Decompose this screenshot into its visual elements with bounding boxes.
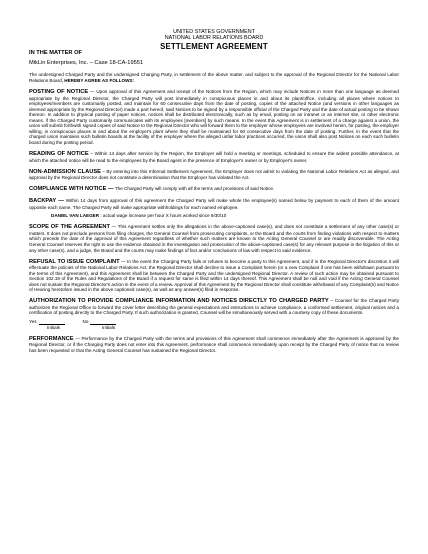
intro-agree: HEREBY AGREE AS FOLLOWS: bbox=[62, 77, 135, 83]
backpay-section bbox=[29, 198, 399, 210]
backpay-heading: BACKPAY — bbox=[29, 198, 64, 205]
document-header bbox=[29, 29, 399, 51]
refusal-section bbox=[29, 259, 399, 293]
authorization-heading: AUTHORIZATION TO PROVIDE COMPLIANCE INFORMATION AND NOTICES DIRECTLY TO CHARGED PARTY bbox=[29, 298, 329, 305]
authorization-text: – Counsel for the Charged Party authorizes the Regional Office to forward the cover letter describing the general expectations and instructions to achieve compliance, a conformed settlement, original notices and a certification of posting directly to the Charged Party. If such authorization is granted, Counsel will be simultaneously served with a courtesy copy of these documents. bbox=[29, 298, 399, 316]
refusal-text: — In the event the Charging Party fails or refuses to become a party to this Agreement, and if in the Regional Director's discretion it will effectuate the policies of the National Labor Relations Act, the Regional Director shall decline to issue a Complaint herein (or a new Complaint if one has been withdrawn pursuant to the terms of this Agreement), and this Agreement shall be between the Charged Party and the undersigned Regional Director. A review of such action may be obtained pursuant to Section 102.19 of the Rules and Regulations of the Board if a request for same is filed within 14 days thereof. This Agreement shall be null and void if the Acting General Counsel does not sustain the Regional Director's action in the event of a review. Approval of this Agreement by the Regional Director shall constitute withdrawal of any Complaint(s) and Notice of Hearing heretofore issued in the above captioned case(s), as well as any answer(s) filed in response. bbox=[29, 258, 399, 293]
compliance-text: The Charged Party will comply with all the terms and provisions of said Notice. bbox=[113, 186, 275, 192]
performance-section bbox=[29, 336, 399, 354]
scope-section bbox=[29, 224, 399, 253]
reading-section bbox=[29, 151, 399, 163]
case-line: MikLin Enterprises, Inc. – Case 18-CA-19551 bbox=[29, 60, 144, 67]
authorization-no-label: No bbox=[82, 318, 89, 324]
scope-text: — This Agreement settles only the allegations in the above-captioned case(s), and does not constitute a settlement of any other case(s) or matters. It does not preclude persons from filing charges, the General Counsel from prosecuting complaints, or the Board and the courts from finding violations with respect to matters which precede the date of the approval of this Agreement regardless of whether such matters are known to the Acting General Counsel or are readily discoverable. The Acting General Counsel reserves the right to use the evidence obtained in the investigation and prosecution of the above-captioned case(s) for any relevant purpose in the litigation of this or any other case(s), and a judge, the Board and the courts may make findings of fact and/or conclusions of law with respect to said evidence. bbox=[29, 224, 399, 253]
authorization-no-initials: Initials bbox=[102, 324, 116, 330]
matter-label: IN THE MATTER OF bbox=[29, 49, 82, 56]
header-board: NATIONAL LABOR RELATIONS BOARD bbox=[164, 35, 264, 42]
reading-heading: READING OF NOTICE bbox=[29, 150, 89, 157]
backpay-text: Within 14 days from approval of this agreement the Charged Party will make whole the employee(s) named below by payment to each of them of the amount opposite each name. The Charged Party will make appropriate withholdings for each named employee. bbox=[29, 198, 400, 210]
posting-heading: POSTING OF NOTICE bbox=[29, 88, 89, 95]
posting-section bbox=[29, 89, 399, 145]
authorization-yes-label: Yes bbox=[29, 318, 37, 324]
backpay-employee-name: DANIEL VAN LAEGER bbox=[51, 213, 100, 219]
authorization-initials-captions bbox=[29, 325, 399, 331]
authorization-yes-initials: Initials bbox=[47, 324, 61, 330]
authorization-section bbox=[29, 298, 399, 316]
non-admission-text: – By entering into this Informal Settlement Agreement, the Employer does not admit to violating the National Labor Relations Act as alleged, and approval by the Regional Director does not constitute a determination that the Employer has violated the Act. bbox=[29, 168, 399, 181]
compliance-heading: COMPLIANCE WITH NOTICE — bbox=[29, 186, 114, 193]
header-government: UNITED STATES GOVERNMENT bbox=[173, 29, 255, 35]
performance-heading: PERFORMANCE bbox=[29, 335, 74, 342]
backpay-employee-row bbox=[29, 213, 399, 219]
intro-paragraph bbox=[29, 72, 399, 83]
document-title: SETTLEMENT AGREEMENT bbox=[160, 41, 268, 51]
non-admission-section bbox=[29, 169, 399, 181]
backpay-employee-amount: : actual wage increase per hour X hours worked since 9/30/10 bbox=[99, 213, 227, 219]
refusal-heading: REFUSAL TO ISSUE COMPLAINT bbox=[29, 258, 120, 265]
performance-text: — Performance by the Charged Party with the terms and provisions of this Agreement shall commence immediately after the Agreement is approved by the Regional Director, or if the Charging Party does not enter into this Agreement, performance shall commence immediately upon receipt by the Charged Party of notice that no review has been requested or that the Acting General Counsel has sustained the Regional Director. bbox=[29, 335, 399, 353]
non-admission-heading: NON-ADMISSION CLAUSE bbox=[29, 168, 101, 175]
compliance-section bbox=[29, 186, 399, 193]
intro-text: The undersigned Charged Party and the undersigned Charging Party, in settlement of the above matter, and subject to the approval of the Regional Director for the National Labor Relations Board, bbox=[29, 72, 399, 83]
reading-text: – Within 14 days after service by the Region, the Employer will hold a meeting or meetings, scheduled to ensure the widest possible attendance, at which the attached notice will be read to the employees by the Board agent in the presence of Employer's owner or by Employer's owner. bbox=[29, 150, 399, 163]
posting-text: — Upon approval of this Agreement and receipt of the Notices from the Region, which may include Notices in more than one language as deemed appropriate by the Regional Director, the Charged Party will post immediately in conspicuous places in and about its plant/office, including all places where notices to employees/members are customarily posted, and maintain for 60 consecutive days from the date of posting, copies of the attached Notice (and versions in other languages as deemed appropriate by the Regional Director) made a part hereof, said Notices to be signed by a responsible official of the Charged Party and the date of actual posting to be shown thereon. In addition to physical posting of paper notices, notices shall be distributed electronically, such as by email, posting on an intranet or an internet site, or other electronic means, if the Charged Party customarily communicates with its employees [members] by such means. In the event this Agreement is in settlement of a charge against a union, the union will submit forthwith signed copies of said Notice to the Regional Director who will forward them to the employer whose employees are involved herein, for posting, the employer willing, in conspicuous places in and about the employer's plant where they shall be maintained for 60 consecutive days from the date of posting. Further, in the event that the charged union maintains such bulletin boards at the facility of the employer where the alleged unfair labor practices occurred, the union shall also post Notices on each such bulletin board during the posting period. bbox=[29, 88, 399, 145]
scope-heading: SCOPE OF THE AGREEMENT bbox=[29, 224, 110, 231]
